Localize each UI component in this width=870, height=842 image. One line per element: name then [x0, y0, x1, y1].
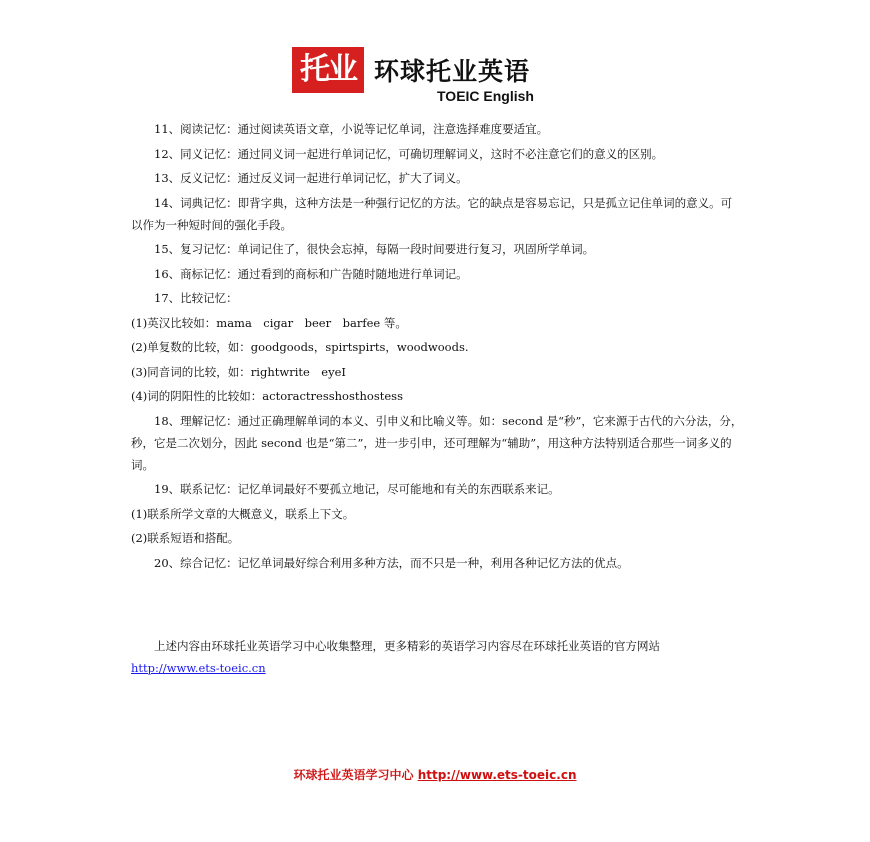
brand-header	[292, 42, 582, 110]
closing-text: 上述内容由环球托业英语学习中心收集整理，更多精彩的英语学习内容尽在环球托业英语的官方网站	[154, 639, 660, 653]
paragraph: 15、复习记忆：单词记住了，很快会忘掉，每隔一段时间要进行复习，巩固所学单词。	[154, 242, 595, 256]
footer-text: 环球托业英语学习中心	[293, 768, 418, 782]
document-body	[131, 118, 743, 576]
page-footer	[0, 766, 870, 783]
list-item: (3)同音词的比较，如：rightwrite eyeI	[131, 364, 346, 379]
list-item: (1)联系所学文章的大概意义，联系上下文。	[131, 506, 355, 521]
list-item: (1)英汉比较如：mama cigar beer barfee 等。	[131, 315, 407, 330]
paragraph: 14、词典记忆：即背字典，这种方法是一种强行记忆的方法。它的缺点是容易忘记，只是孤立记住单词的意义。可以作为一种短时间的强化手段。	[131, 195, 733, 232]
paragraph: 20、综合记忆：记忆单词最好综合利用多种方法，而不只是一种，利用各种记忆方法的优点。	[154, 555, 629, 570]
paragraph: 11、阅读记忆：通过阅读英语文章，小说等记忆单词，注意选择难度要适宜。	[154, 122, 549, 136]
footer-link[interactable]: http://www.ets-toeic.cn	[417, 768, 577, 782]
paragraph: 16、商标记忆：通过看到的商标和广告随时随地进行单词记。	[154, 266, 468, 281]
list-item: (2)联系短语和搭配。	[131, 531, 240, 545]
closing-paragraph	[131, 635, 743, 679]
list-item: (4)词的阴阳性的比较如：actoractresshosthostess	[131, 389, 403, 403]
paragraph: 19、联系记忆：记忆单词最好不要孤立地记，尽可能地和有关的东西联系来记。	[154, 482, 560, 496]
logo-icon: 托业	[292, 47, 364, 93]
paragraph: 12、同义记忆：通过同义词一起进行单词记忆，可确切理解词义，这时不必注意它们的意义的区别。	[154, 146, 664, 161]
paragraph: 17、比较记忆：	[154, 291, 238, 305]
paragraph: 13、反义记忆：通过反义词一起进行单词记忆，扩大了词义。	[154, 171, 468, 185]
website-link[interactable]: http://www.ets-toeic.cn	[131, 661, 266, 675]
paragraph: 18、理解记忆：通过正确理解单词的本义、引申义和比喻义等。如：second 是“秒”，它来源于古代的六分法，分，秒，它是二次划分，因此 second 也是“第二”，进一步引申，还可理解为“辅助”，用这种方法特别适合那些一词多义的词。	[131, 413, 743, 472]
brand-name-en: TOEIC English	[437, 88, 534, 104]
list-item: (2)单复数的比较，如：goodgoods，spirtspirts，woodwoods.	[131, 340, 469, 354]
brand-name-cn: 环球托业英语	[374, 57, 531, 86]
